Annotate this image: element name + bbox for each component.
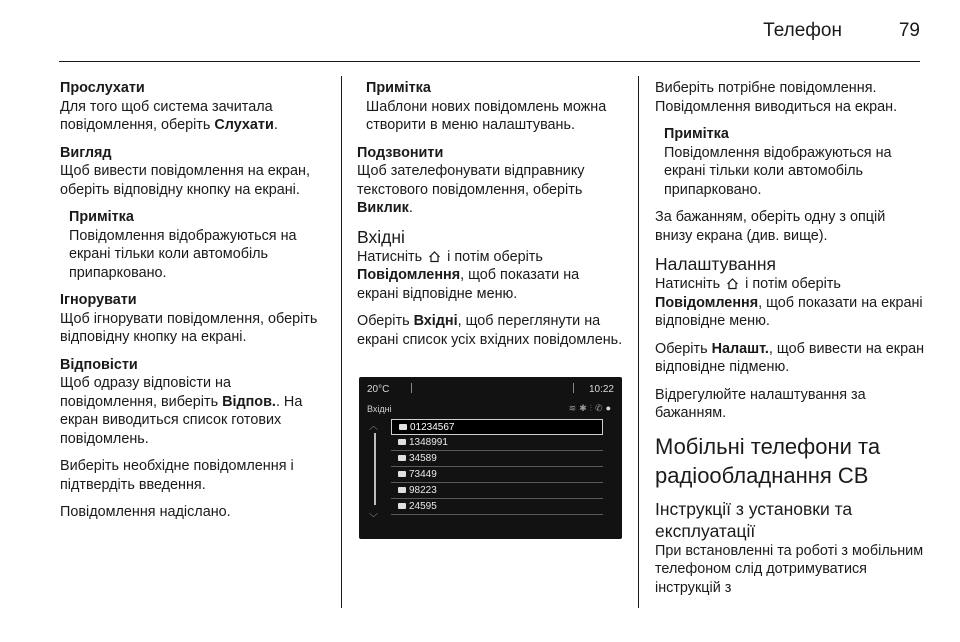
message-row[interactable]: 73449 — [391, 467, 603, 483]
screen-scrollbar[interactable] — [369, 417, 381, 527]
envelope-icon — [399, 424, 407, 430]
paragraph: Виберіть потрібне повідомлення. Повідомлення виводиться на екран. — [655, 80, 898, 115]
divider — [411, 383, 412, 393]
info-icon: ● — [605, 403, 614, 413]
wifi-icon: ≋ — [568, 403, 580, 413]
note-title: Примітка — [69, 209, 134, 225]
message-row[interactable]: 1348991 — [391, 435, 603, 451]
envelope-icon — [398, 471, 406, 477]
header-rule — [59, 61, 920, 62]
header-title: Телефон — [763, 20, 842, 41]
screen-title: Вхідні — [367, 404, 392, 414]
column-3 — [655, 79, 925, 597]
message-row[interactable]: 98223 — [391, 483, 603, 499]
page-number: 79 — [898, 20, 920, 41]
message-row[interactable]: 01234567 — [391, 419, 603, 435]
paragraph: Оберіть Налашт., щоб вивести на екран відповідне підменю. — [655, 340, 925, 375]
note-text: Повідомлення відображуються на екрані тільки коли автомобіль припарковано. — [69, 227, 297, 281]
paragraph: Щоб вивести повідомлення на екран, оберіть відповідну кнопку на екрані. — [60, 163, 310, 198]
column-divider-2 — [638, 76, 639, 608]
screen-clock: 10:22 — [588, 384, 614, 395]
column-1 — [60, 79, 326, 531]
column-2 — [357, 79, 624, 539]
paragraph: Оберіть Вхідні, щоб переглянути на екрані список усіх вхідних повідомлень. — [357, 313, 623, 348]
chevron-up-icon[interactable]: ︿ — [369, 421, 379, 431]
infotainment-screenshot — [359, 377, 622, 539]
envelope-icon — [398, 439, 406, 445]
screen-temperature: 20°C — [367, 384, 390, 395]
paragraph: Щоб одразу відповісти на повідомлення, виберіть Відпов.. На екран виводиться список готових повідомлень. — [60, 375, 303, 447]
note-box — [655, 125, 925, 199]
envelope-icon — [398, 503, 406, 509]
scroll-track[interactable] — [374, 433, 376, 505]
paragraph: Натисніть і потім оберіть Повідомлення, щоб показати на екрані відповідне меню. — [357, 248, 580, 302]
paragraph: Натисніть і потім оберіть Повідомлення, щоб показати на екрані відповідне меню. — [655, 276, 923, 329]
message-row[interactable]: 34589 — [391, 451, 603, 467]
note-text: Повідомлення відображуються на екрані тільки коли автомобіль припарковано. — [664, 144, 892, 198]
paragraph: Виберіть необхідне повідомлення і підтвердіть введення. — [60, 458, 294, 493]
note-title: Примітка — [366, 80, 431, 96]
subsection-title: Інструкції з установки та експлуатації — [655, 498, 853, 541]
message-row[interactable]: 24595 — [391, 499, 603, 515]
heading-settings: Налаштування — [655, 254, 776, 274]
note-box — [357, 79, 624, 135]
note-box — [60, 208, 326, 282]
screen-status-bar — [365, 381, 616, 394]
heading-ignore: Ігнорувати — [60, 292, 137, 308]
column-divider-1 — [341, 76, 342, 608]
heading-call: Подзвонити — [357, 144, 444, 161]
screen-status-icons — [569, 399, 614, 418]
heading-reply: Відповісти — [60, 356, 138, 373]
note-title: Примітка — [664, 126, 729, 142]
phone-icon: ✆ — [595, 403, 606, 413]
heading-view: Вигляд — [60, 144, 112, 161]
divider — [573, 383, 574, 393]
note-text: Шаблони нових повідомлень можна створити в меню налаштувань. — [366, 98, 607, 133]
heading-inbox: Вхідні — [357, 226, 405, 247]
message-list — [391, 419, 603, 515]
envelope-icon — [398, 487, 406, 493]
chevron-down-icon[interactable]: ﹀ — [369, 512, 379, 523]
paragraph: Відрегулюйте налаштування за бажанням. — [655, 386, 866, 421]
paragraph: Щоб зателефонувати відправнику текстового повідомлення, оберіть Виклик. — [357, 163, 585, 216]
heading-listen: Прослухати — [60, 80, 145, 96]
envelope-icon — [398, 455, 406, 461]
signal-icon: ⫶ — [589, 403, 596, 413]
paragraph: За бажанням, оберіть одну з опцій внизу екрана (див. вище). — [655, 209, 886, 244]
paragraph: При встановленні та роботі з мобільним телефоном слід дотримуватися інструкцій з — [655, 542, 924, 596]
paragraph: Для того щоб система зачитала повідомлення, оберіть Слухати. — [60, 98, 278, 133]
paragraph: Щоб ігнорувати повідомлення, оберіть відповідну кнопку на екрані. — [60, 310, 318, 345]
section-title: Мобільні телефони та радіообладнання СВ — [655, 433, 881, 488]
paragraph: Повідомлення надіслано. — [60, 504, 231, 520]
home-icon — [726, 277, 739, 290]
home-icon — [428, 250, 441, 263]
bluetooth-icon: ✱ — [579, 403, 590, 413]
page-header — [0, 0, 960, 60]
